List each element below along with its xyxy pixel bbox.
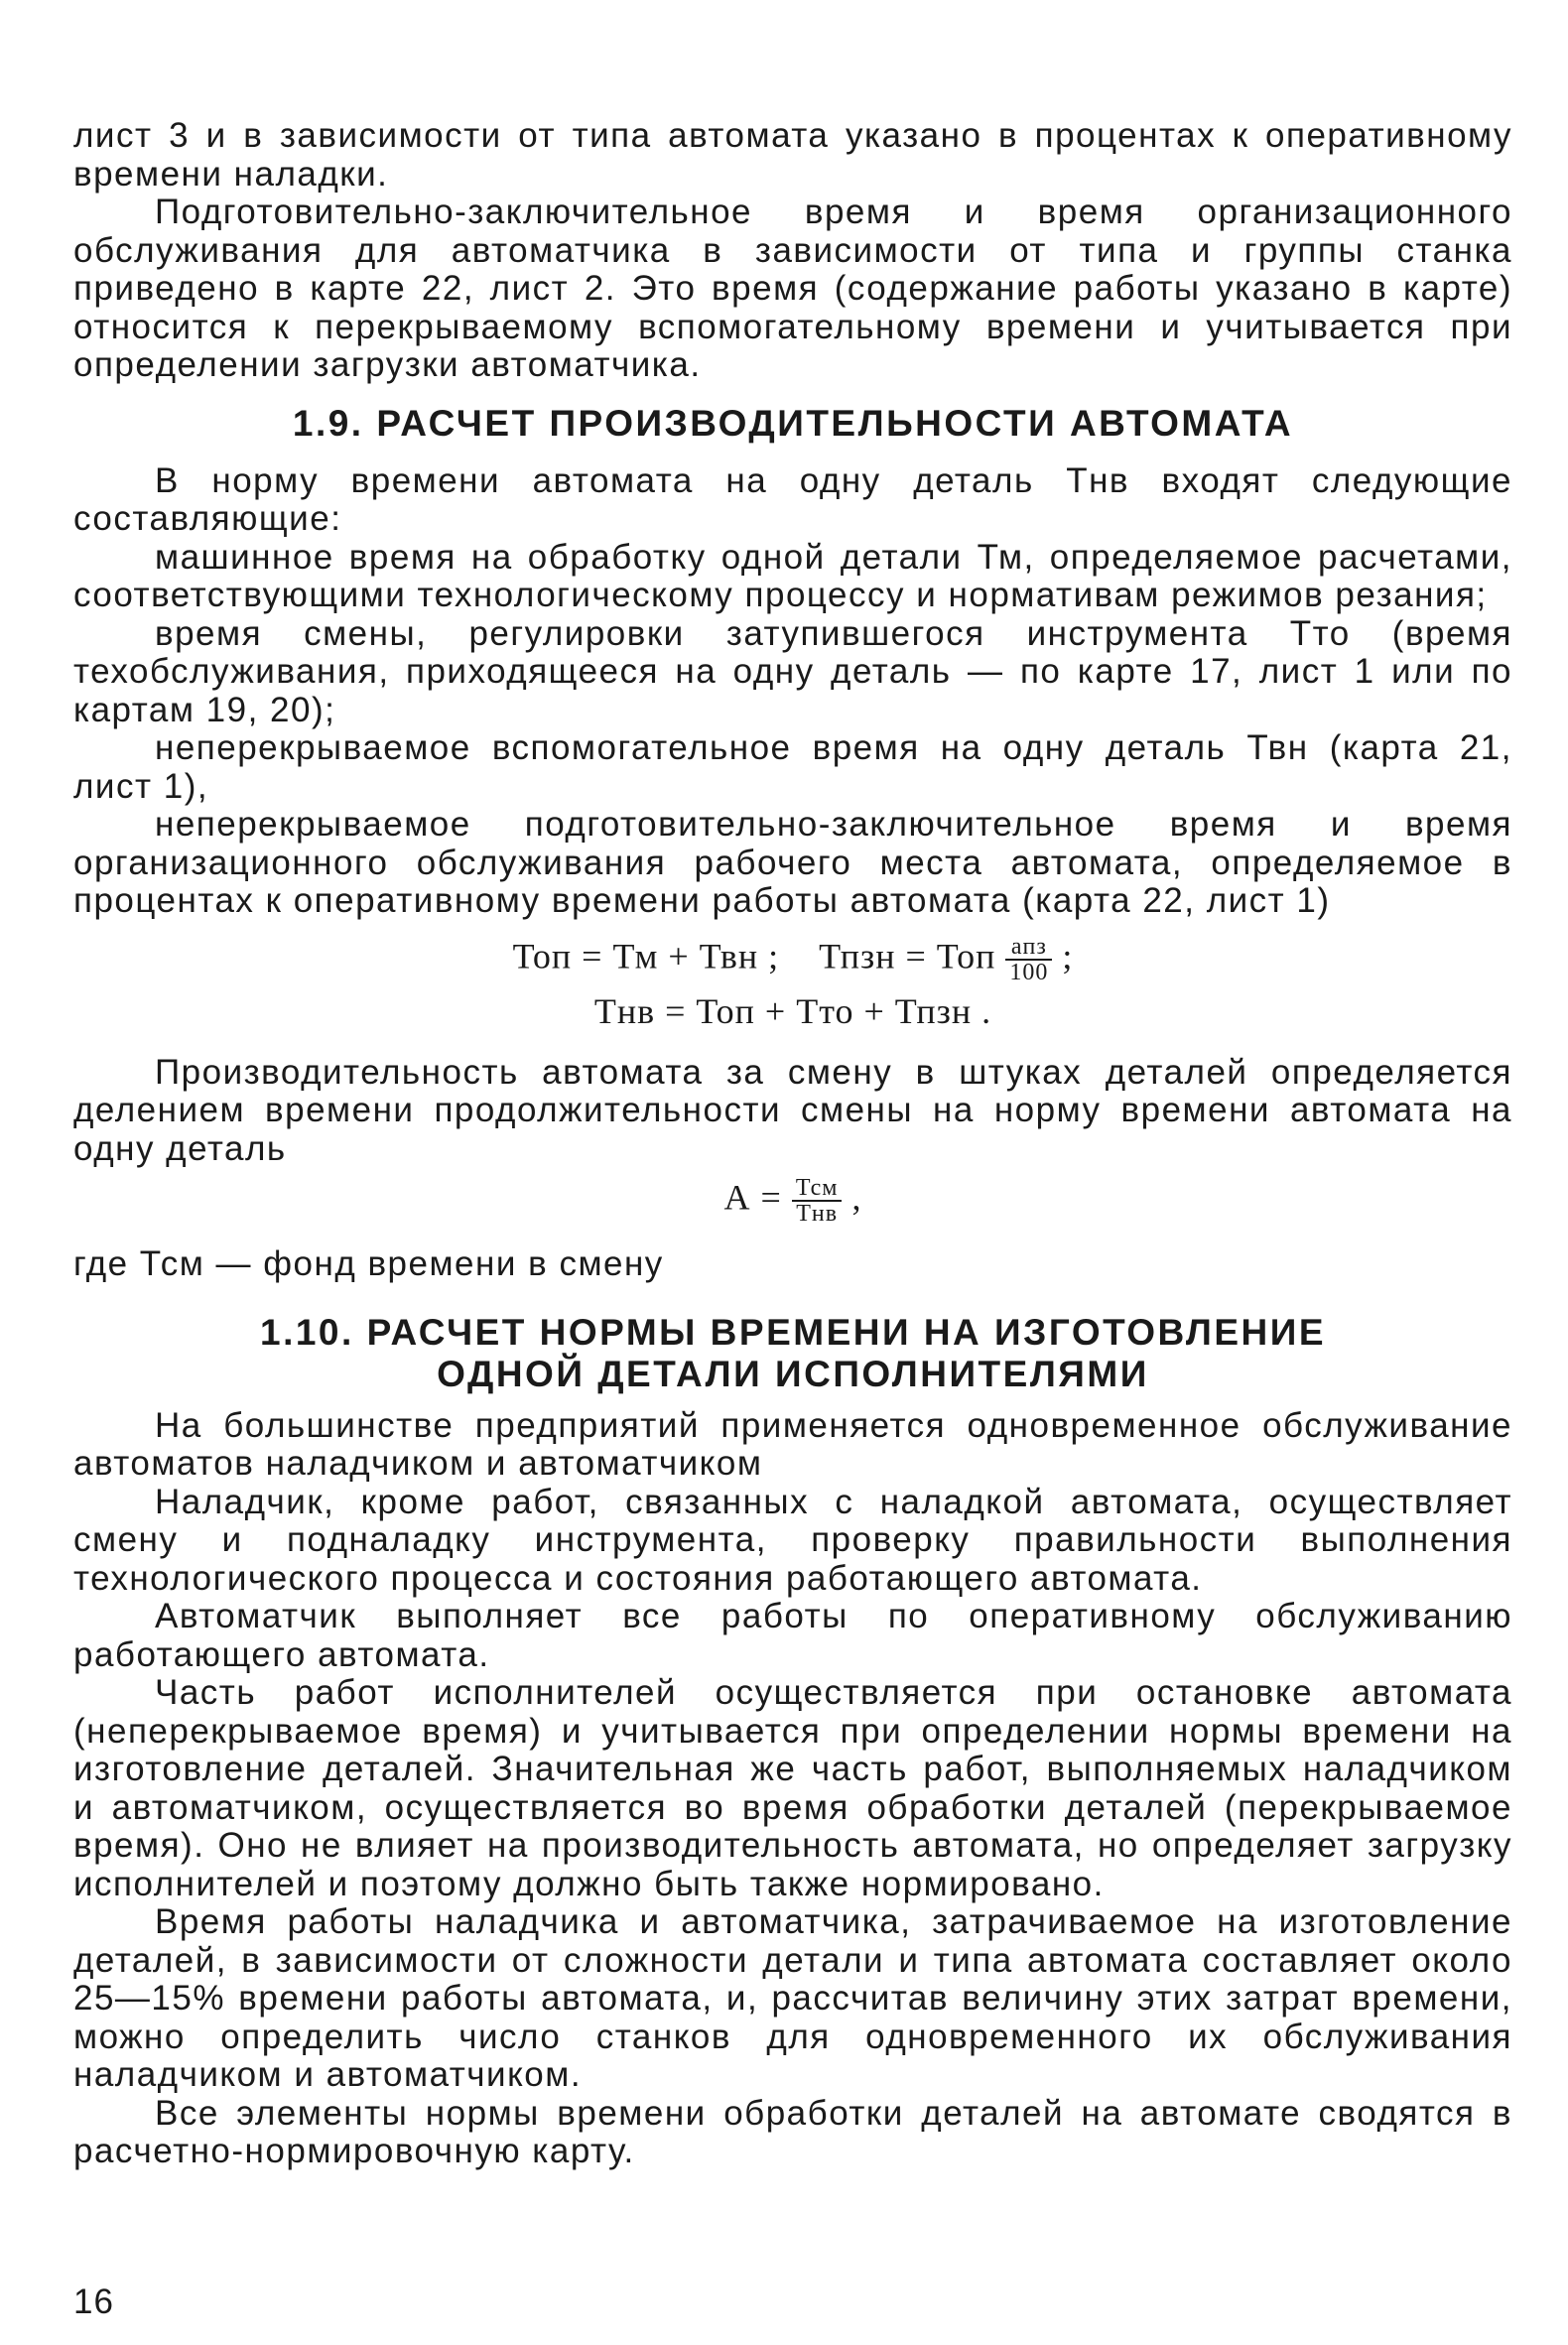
fraction-numerator: Тсм (792, 1176, 843, 1202)
formula-part: А = (723, 1177, 782, 1218)
document-page (73, 117, 1512, 2171)
fraction-numerator: aпз (1005, 935, 1052, 961)
section-heading-1-10-line2: ОДНОЙ ДЕТАЛИ ИСПОЛНИТЕЛЯМИ (437, 1353, 1149, 1394)
paragraph: Время работы наладчика и автоматчика, затрачиваемое на изготовление деталей, в зависимости от сложности детали и типа автомата составляет около 25—15% времени работы автомата, и, рассчитав величину этих затрат времени, можно определить число станков для одновременного их обслуживания наладчиком и автоматчиком. (73, 1902, 1512, 2094)
fraction-denominator: Тнв (796, 1201, 839, 1227)
formula-operative-time (73, 935, 1512, 990)
section-heading-1-10-line1: 1.10. РАСЧЕТ НОРМЫ ВРЕМЕНИ НА ИЗГОТОВЛЕНИЕ (260, 1311, 1326, 1353)
fraction-denominator: 100 (1009, 959, 1049, 985)
list-item: машинное время на обработку одной детали Тм, определяемое расчетами, соответствующими технологическому процессу и нормативам режимов резания; (73, 537, 1512, 614)
formula-productivity (73, 1176, 1512, 1245)
paragraph-where: где Тсм — фонд времени в смену (73, 1244, 664, 1283)
formula-part: ; (1062, 935, 1074, 976)
paragraph: Часть работ исполнителей осуществляется при остановке автомата (неперекрываемое время) и учитывается при определении нормы времени на изготовление деталей. Значительная же часть работ, выполняемых наладчиком и автоматчиком, осуществляется во время обработки деталей (перекрываемое время). Оно не влияет на производительность автомата, но определяет загрузку исполнителей и поэтому должно быть также нормировано. (73, 1673, 1512, 1903)
paragraph: Автоматчик выполняет все работы по оперативному обслуживанию работающего автомата. (73, 1597, 1512, 1674)
formula-part: , (851, 1177, 862, 1218)
list-item: неперекрываемое вспомогательное время на одну деталь Твн (карта 21, лист 1), (73, 728, 1512, 806)
paragraph-intro: В норму времени автомата на одну деталь Тнв входят следующие составляющие: (73, 460, 1512, 538)
fraction (1005, 935, 1052, 984)
paragraph: Подготовительно-заключительное время и время организационного обслуживания для автоматчика в зависимости от типа и группы станка приведено в карте 22, лист 2. Это время (содержание работы указано в карте) относится к перекрываемому вспомогательному времени и учитывается при определении загрузки автоматчика. (73, 193, 1512, 384)
paragraph: Все элементы нормы времени обработки деталей на автомате сводятся в расчетно-нормировочную карту. (73, 2093, 1512, 2170)
formula-part: Тпзн = Топ (819, 935, 996, 976)
section-heading-1-9: 1.9. РАСЧЕТ ПРОИЗВОДИТЕЛЬНОСТИ АВТОМАТА (292, 402, 1294, 444)
formula-norm-time: Тнв = Топ + Тто + Тпзн . (593, 990, 992, 1031)
paragraph-continuation: лист 3 и в зависимости от типа автомата указано в процентах к оперативному времени наладки. (73, 116, 1512, 194)
paragraph: Наладчик, кроме работ, связанных с наладкой автомата, осуществляет смену и подналадку инструмента, проверку правильности выполнения технологического процесса и состояния работающего автомата. (73, 1482, 1512, 1598)
page-number: 16 (73, 2282, 114, 2321)
fraction (792, 1176, 843, 1226)
paragraph: Производительность автомата за смену в штуках деталей определяется делением времени продолжительности смены на норму времени автомата на одну деталь (73, 1052, 1512, 1168)
list-item: время смены, регулировки затупившегося инструмента Тто (время техобслуживания, приходящееся на одну деталь — по карте 17, лист 1 или по картам 19, 20); (73, 613, 1512, 729)
list-item: неперекрываемое подготовительно-заключительное время и время организационного обслуживания рабочего места автомата, определяемое в процентах к оперативному времени работы автомата (карта 22, лист 1) (73, 805, 1512, 920)
paragraph: На большинстве предприятий применяется одновременное обслуживание автоматов наладчиком и автоматчиком (73, 1405, 1512, 1483)
formula-part: Топ = Тм + Твн ; (512, 935, 780, 976)
